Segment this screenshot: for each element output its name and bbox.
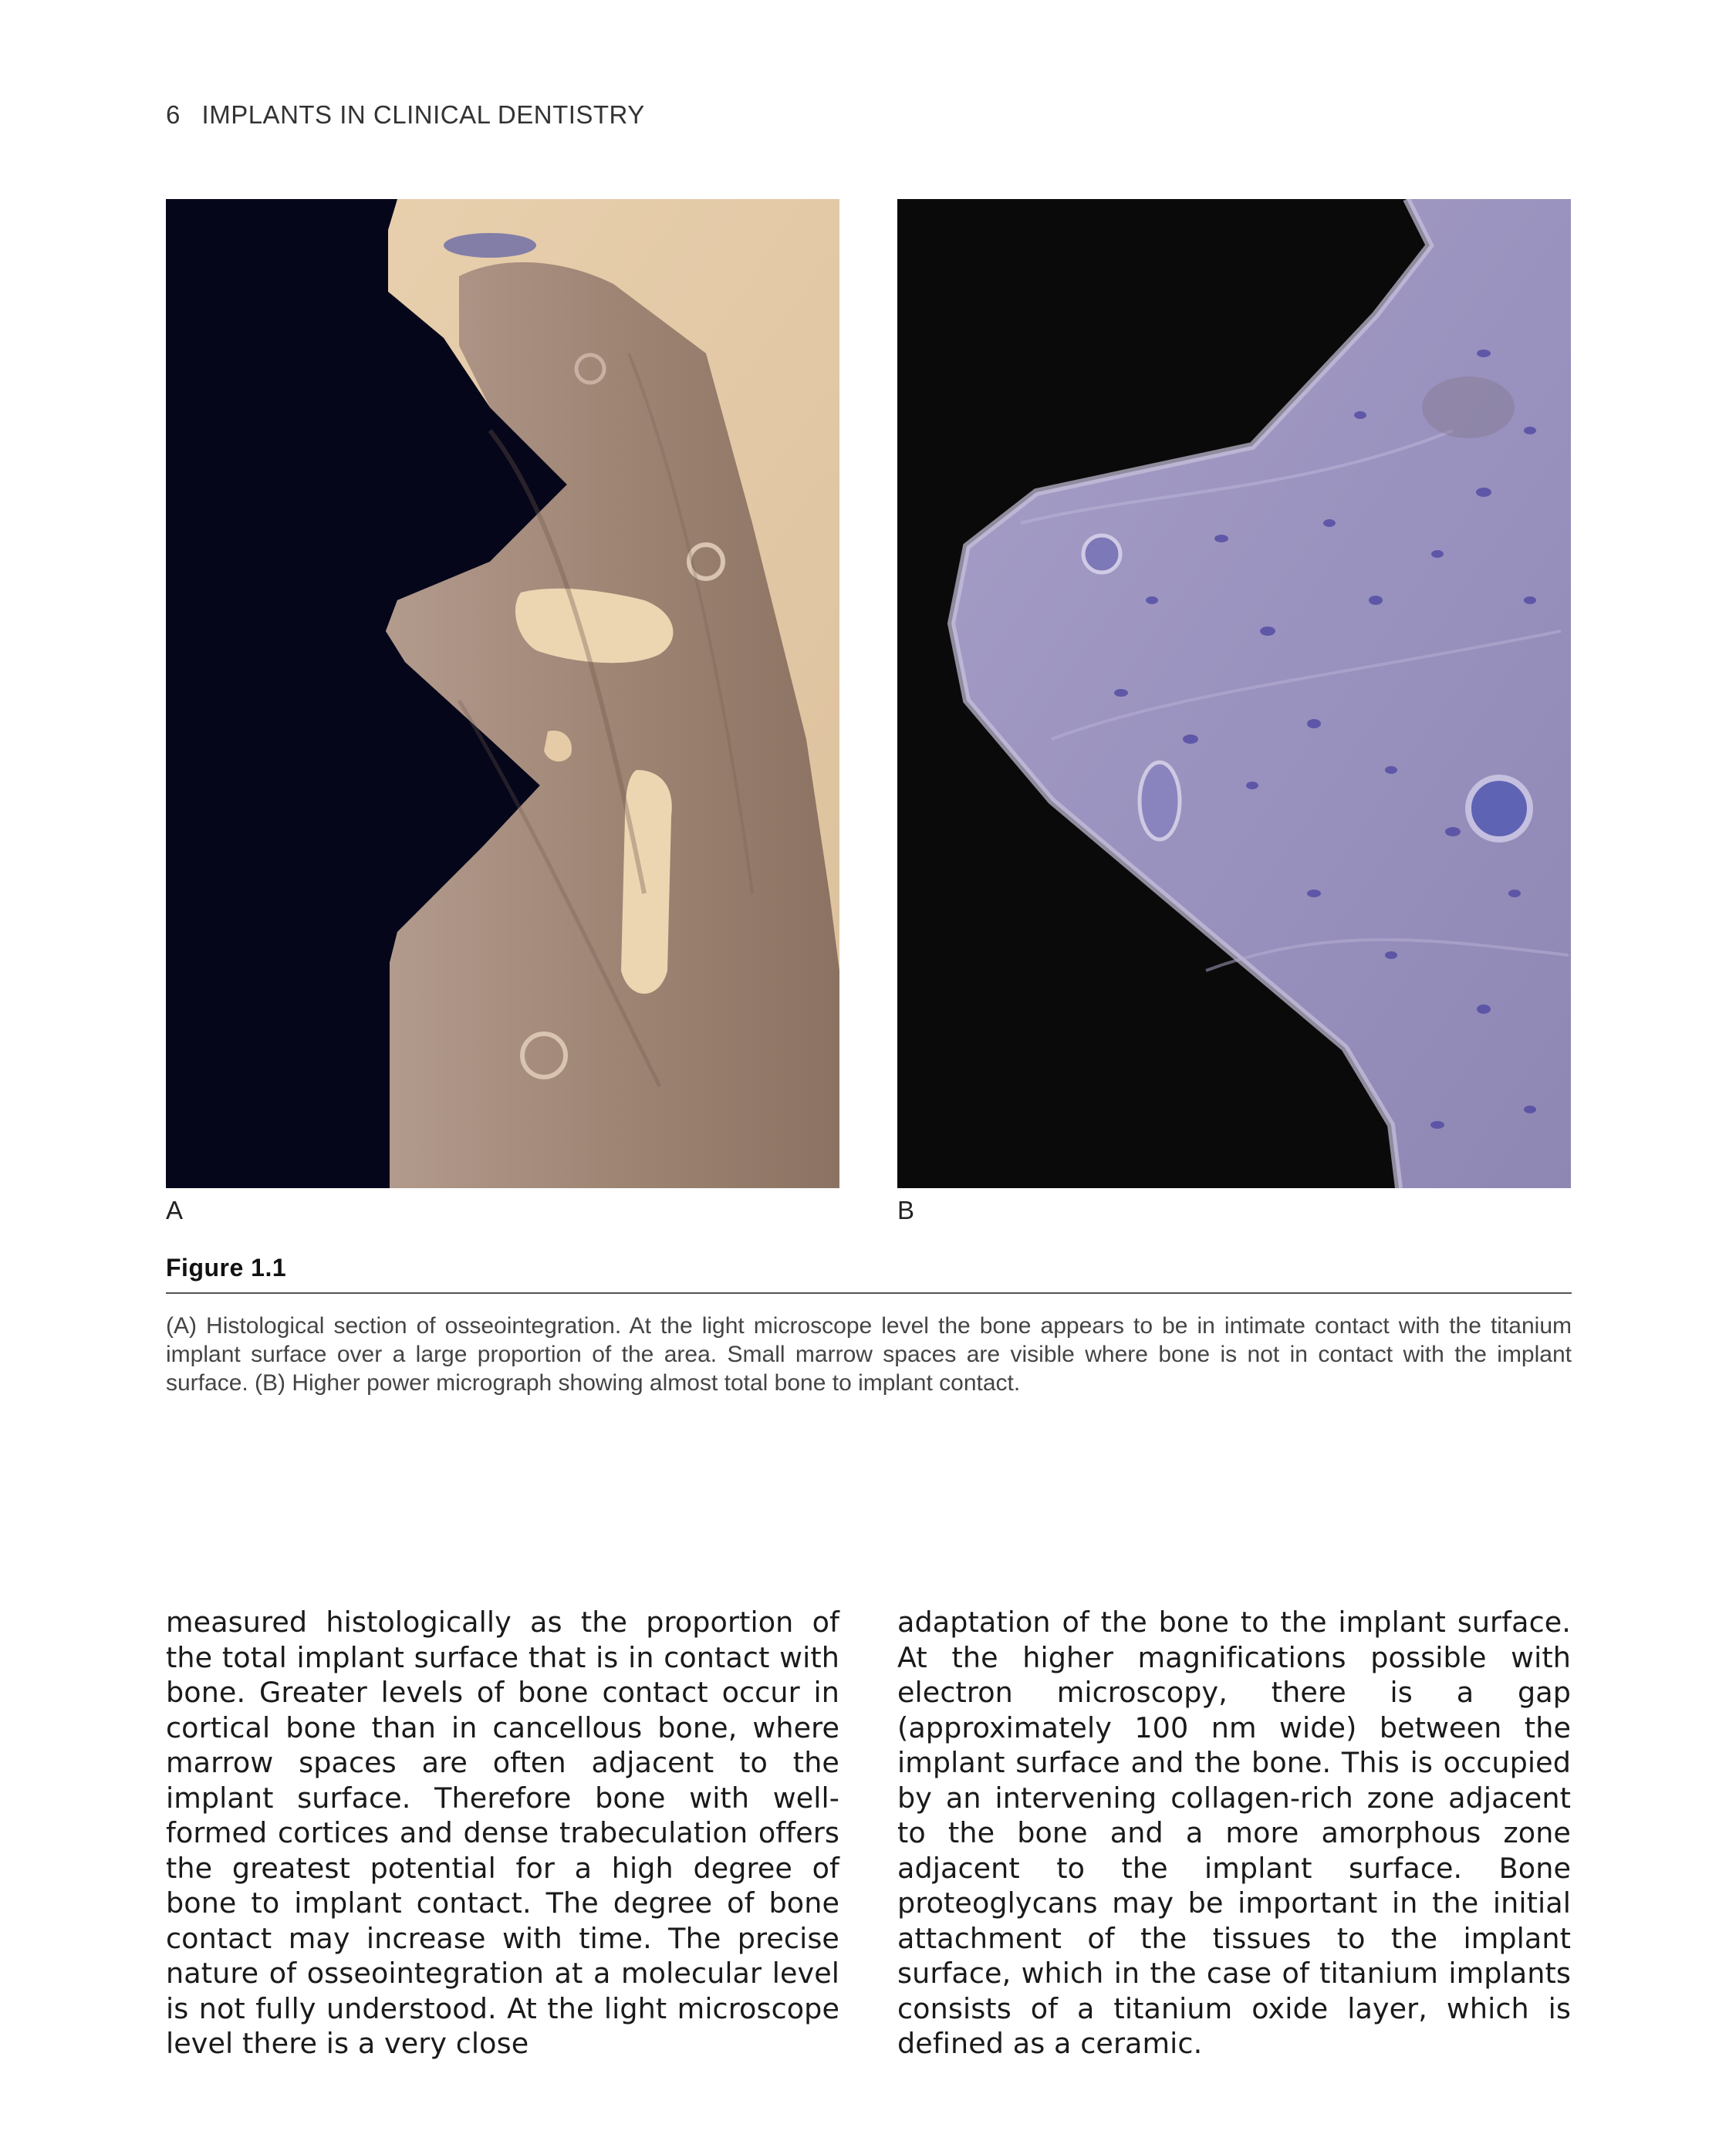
micrograph-b-image [897,199,1571,1188]
body-text-left-column: measured histologically as the proportion of the total implant surface that is in contact with bone. Greater levels of bone contact occur in cortical bone than in cancellous bone, where marrow spaces are often adjacent to the implant surface. Therefore bone with well-formed cortices and dense trabeculation offers the greatest potential for a high degree of bone to implant contact. The degree of bone contact may increase with time. The precise nature of osseointegration at a molecular level is not fully understood. At the light microscope level there is a very close [166,1606,839,2060]
running-title: IMPLANTS IN CLINICAL DENTISTRY [201,100,645,129]
osteon-b-1 [1083,535,1120,572]
figure-rule [166,1292,1572,1294]
panel-label-a: A [166,1196,184,1224]
micrograph-b [897,199,1571,1188]
running-head [166,100,645,130]
body-text-right-column: adaptation of the bone to the implant surface. At the higher magnifications possible with electron microscopy, there is a gap (approximately 100 nm wide) between the implant surface and the bone. This is occupied by an intervening collagen-rich zone adjacent to the bone and a more amorphous zone adjacent to the implant surface. Bone proteoglycans may be important in the initial attachment of the tissues to the implant surface, which in the case of titanium implants consists of a titanium oxide layer, which is defined as a ceramic. [897,1606,1571,2060]
micrograph-a [166,199,839,1188]
osteon-b-2 [1468,778,1530,839]
osteon-b-3 [1140,762,1180,839]
micrograph-a-image [166,199,839,1188]
stain-spot [444,233,536,258]
stain-shadow [1422,377,1515,438]
figure-title: Figure 1.1 [166,1254,287,1282]
marrow-space-2 [621,770,672,994]
page-number: 6 [166,100,181,129]
panel-label-b: B [897,1196,915,1224]
figure-caption: (A) Histological section of osseointegration. At the light microscope level the bone appears to be in intimate contact with the titanium implant surface over a large proportion of the area. Small marrow spaces are visible where bone is not in contact with the implant surface. (B) Higher power micrograph showing almost total bone to implant contact. [166,1313,1572,1396]
